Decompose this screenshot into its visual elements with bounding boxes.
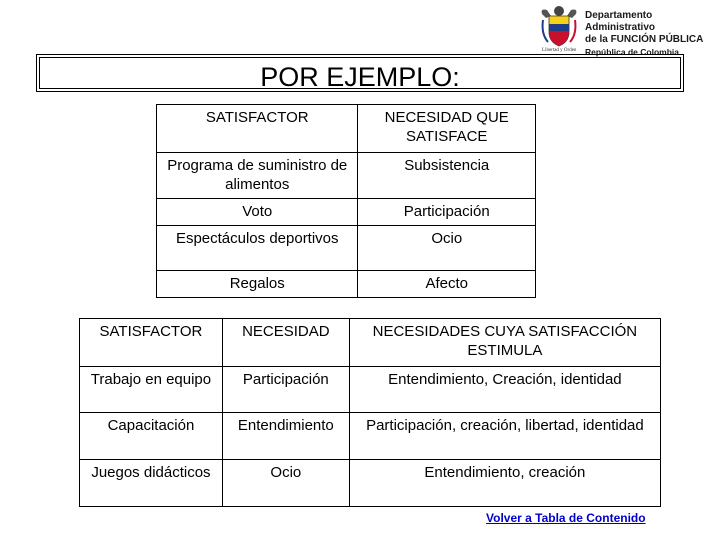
table-cell: Participación, creación, libertad, identidad bbox=[349, 413, 660, 460]
logo-line-3: República de Colombia bbox=[585, 47, 679, 57]
table-row bbox=[157, 199, 536, 226]
table-header-cell: NECESIDAD QUE SATISFACE bbox=[358, 105, 536, 153]
table-header-cell: SATISFACTOR bbox=[157, 105, 358, 153]
colombia-coat-of-arms-icon bbox=[538, 4, 580, 50]
table-header-row bbox=[80, 319, 661, 367]
table-row bbox=[80, 460, 661, 507]
table-cell: Ocio bbox=[358, 226, 536, 271]
logo-line-2: de la FUNCIÓN PÚBLICA bbox=[585, 34, 704, 45]
table-cell: Juegos didácticos bbox=[80, 460, 223, 507]
table-cell: Trabajo en equipo bbox=[80, 367, 223, 413]
page-title: POR EJEMPLO: bbox=[260, 62, 460, 92]
table-cell: Entendimiento bbox=[222, 413, 349, 460]
table-cell: Subsistencia bbox=[358, 153, 536, 199]
table-cell: Afecto bbox=[358, 271, 536, 298]
table-header-cell: NECESIDADES CUYA SATISFACCIÓN ESTIMULA bbox=[349, 319, 660, 367]
table-row bbox=[80, 413, 661, 460]
table-cell: Entendimiento, Creación, identidad bbox=[349, 367, 660, 413]
table-cell: Entendimiento, creación bbox=[349, 460, 660, 507]
back-to-contents-link[interactable]: Volver a Tabla de Contenido bbox=[486, 511, 646, 525]
satisfier-stimulated-needs-table bbox=[79, 318, 661, 507]
table-row bbox=[157, 153, 536, 199]
table-row bbox=[80, 367, 661, 413]
table-cell: Regalos bbox=[157, 271, 358, 298]
table-cell: Espectáculos deportivos bbox=[157, 226, 358, 271]
seal-caption: Libertad y Orden bbox=[542, 48, 577, 53]
table-header-cell: SATISFACTOR bbox=[80, 319, 223, 367]
table-cell: Capacitación bbox=[80, 413, 223, 460]
header-logo bbox=[538, 4, 718, 57]
table-header-cell: NECESIDAD bbox=[222, 319, 349, 367]
logo-text bbox=[585, 10, 718, 58]
table-cell: Participación bbox=[358, 199, 536, 226]
table-cell: Participación bbox=[222, 367, 349, 413]
table-cell: Ocio bbox=[222, 460, 349, 507]
logo-line-1: Departamento Administrativo bbox=[585, 10, 656, 33]
table-cell: Programa de suministro de alimentos bbox=[157, 153, 358, 199]
table-cell: Voto bbox=[157, 199, 358, 226]
table-row bbox=[157, 226, 536, 271]
table-header-row bbox=[157, 105, 536, 153]
satisfier-need-table bbox=[156, 104, 536, 298]
table-row bbox=[157, 271, 536, 298]
